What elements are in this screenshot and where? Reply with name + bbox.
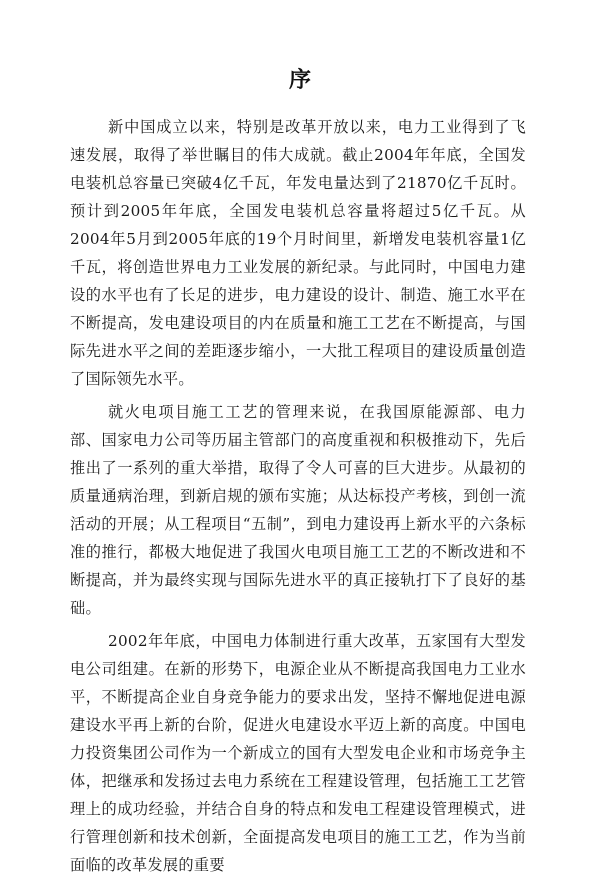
paragraph-1: 新中国成立以来，特别是改革开放以来，电力工业得到了飞速发展，取得了举世瞩目的伟大成就。截止2004年年底，全国发电装机总容量已突破4亿千瓦，年发电量达到了21870亿千瓦时。预计到2005年年底，全国发电装机总容量将超过5亿千瓦。从2004年5月到2005年底的19个月时间里，新增发电装机容量1亿千瓦，将创造世界电力工业发展的新纪录。与此同时，中国电力建设的水平也有了长足的进步，电力建设的设计、制造、施工水平在不断提高，发电建设项目的内在质量和施工工艺在不断提高，与国际先进水平之间的差距逐步缩小，一大批工程项目的建设质量创造了国际领先水平。 bbox=[70, 118, 526, 388]
body-text bbox=[70, 113, 526, 884]
paragraph-2: 就火电项目施工工艺的管理来说，在我国原能源部、电力部、国家电力公司等历届主管部门的高度重视和积极推动下，先后推出了一系列的重大举措，取得了令人可喜的巨大进步。从最初的质量通病治理，到新启规的颁布实施；从达标投产考核，到创一流活动的开展；从工程项目“五制”，到电力建设再上新水平的六条标准的推行，都极大地促进了我国火电项目施工工艺的不断改进和不断提高，并为最终实现与国际先进水平的真正接轨打下了良好的基础。 bbox=[70, 403, 526, 617]
paragraph-3: 2002年年底，中国电力体制进行重大改革，五家国有大型发电公司组建。在新的形势下，电源企业从不断提高我国电力工业水平，不断提高企业自身竞争能力的要求出发，坚持不懈地促进电源建设水平再上新的台阶，促进火电建设水平迈上新的高度。中国电力投资集团公司作为一个新成立的国有大型发电企业和市场竞争主体，把继承和发扬过去电力系统在工程建设管理，包括施工工艺管理上的成功经验，并结合自身的特点和发电工程建设管理模式，进行管理创新和技术创新，全面提高发电项目的施工工艺，作为当前面临的改革发展的重要 bbox=[70, 632, 526, 874]
page-title: 序 bbox=[288, 68, 311, 93]
